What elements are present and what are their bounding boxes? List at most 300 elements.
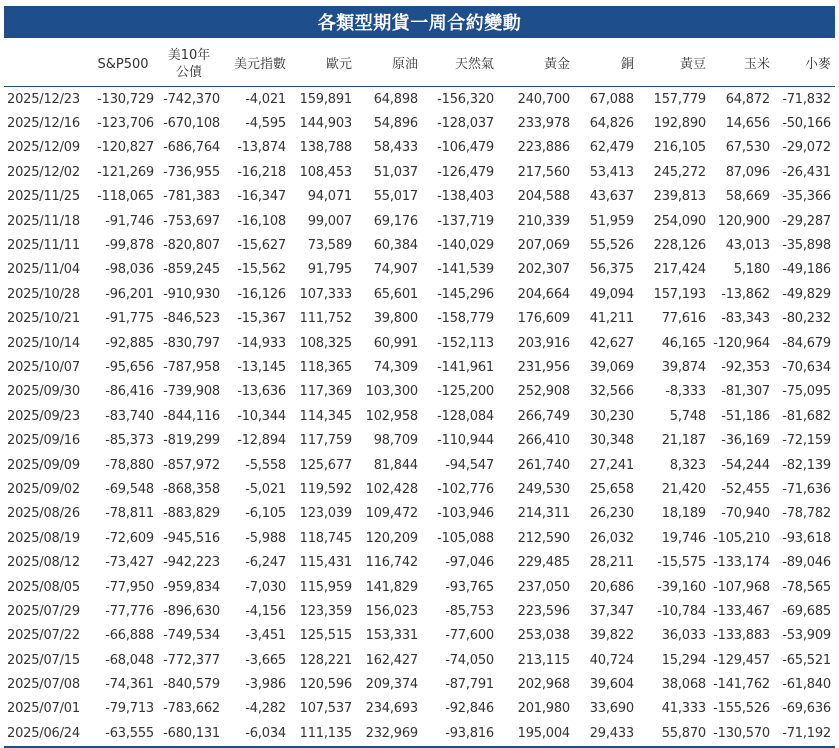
value-cell: 192,890 [653, 116, 706, 132]
value-cell: -781,383 [163, 189, 220, 205]
column-header: S&P500 [92, 42, 158, 87]
value-cell: 212,590 [517, 530, 570, 546]
column-header: 歐元 [290, 42, 356, 87]
value-cell: -10,784 [657, 603, 706, 619]
value-cell: -72,609 [105, 530, 154, 546]
value-cell: -3,665 [245, 652, 286, 668]
value-cell: -87,791 [445, 677, 494, 693]
value-cell: -86,416 [105, 384, 154, 400]
date-cell: 2025/11/11 [7, 238, 80, 254]
value-cell: 46,165 [661, 335, 706, 351]
value-cell: -15,627 [237, 238, 286, 254]
column-header: 銅 [574, 42, 638, 87]
value-cell: 209,374 [365, 677, 418, 693]
value-cell: 118,365 [299, 359, 352, 375]
value-cell: -91,746 [105, 213, 154, 229]
value-cell: 30,348 [589, 433, 634, 449]
value-cell: -5,988 [245, 530, 286, 546]
value-cell: -13,636 [237, 384, 286, 400]
value-cell: -16,108 [237, 213, 286, 229]
value-cell: 14,656 [725, 116, 770, 132]
value-cell: 40,724 [589, 652, 634, 668]
value-cell: 217,424 [653, 262, 706, 278]
value-cell: 223,596 [517, 603, 570, 619]
value-cell: -118,065 [97, 189, 154, 205]
value-cell: 43,637 [589, 189, 634, 205]
value-cell: -5,558 [245, 457, 286, 473]
value-cell: 125,677 [299, 457, 352, 473]
value-cell: 157,779 [653, 91, 706, 107]
value-cell: -152,113 [437, 335, 494, 351]
value-cell: -39,160 [657, 579, 706, 595]
value-cell: 74,907 [373, 262, 418, 278]
value-cell: 115,959 [299, 579, 352, 595]
table-row [4, 721, 835, 746]
value-cell: -105,210 [713, 530, 770, 546]
value-cell: -69,636 [782, 701, 831, 717]
value-cell: -753,697 [163, 213, 220, 229]
date-cell: 2025/06/24 [4, 721, 92, 746]
value-cell: -26,431 [782, 164, 831, 180]
value-cell: 41,333 [661, 701, 706, 717]
value-cell: 266,749 [517, 408, 570, 424]
value-cell: 144,903 [299, 116, 352, 132]
value-cell: 117,369 [299, 384, 352, 400]
table-row [4, 111, 835, 135]
value-cell: 138,788 [299, 140, 352, 156]
value-cell: -61,840 [782, 677, 831, 693]
value-cell: 26,032 [589, 530, 634, 546]
value-cell: 162,427 [365, 652, 418, 668]
value-cell: 32,566 [589, 384, 634, 400]
value-cell: -50,166 [782, 116, 831, 132]
value-cell: -3,451 [245, 628, 286, 644]
value-cell: 36,033 [661, 628, 706, 644]
date-cell: 2025/07/22 [7, 628, 80, 644]
value-cell: -128,084 [437, 408, 494, 424]
value-cell: 29,433 [574, 721, 638, 746]
value-cell: -14,933 [237, 335, 286, 351]
value-cell: -75,095 [782, 384, 831, 400]
value-cell: 60,991 [373, 335, 418, 351]
value-cell: -772,377 [163, 652, 220, 668]
value-cell: 33,690 [589, 701, 634, 717]
value-cell: 123,359 [299, 603, 352, 619]
value-cell: -71,832 [782, 91, 831, 107]
date-cell: 2025/09/02 [7, 481, 80, 497]
value-cell: 21,420 [661, 481, 706, 497]
value-cell: -4,282 [245, 701, 286, 717]
value-cell: -81,682 [782, 408, 831, 424]
date-cell: 2025/10/21 [7, 311, 80, 327]
value-cell: -137,719 [437, 213, 494, 229]
date-cell: 2025/12/23 [7, 91, 80, 107]
value-cell: -66,888 [105, 628, 154, 644]
date-cell: 2025/08/26 [7, 506, 80, 522]
value-cell: 65,601 [373, 286, 418, 302]
value-cell: -670,108 [163, 116, 220, 132]
value-cell: 67,088 [589, 91, 634, 107]
value-cell: -96,201 [105, 286, 154, 302]
value-cell: -942,223 [163, 555, 220, 571]
value-cell: -133,174 [713, 555, 770, 571]
value-cell: -830,797 [163, 335, 220, 351]
value-cell: 123,039 [299, 506, 352, 522]
value-cell: 62,479 [589, 140, 634, 156]
table-row [4, 550, 835, 574]
table-row [4, 648, 835, 672]
value-cell: 91,795 [307, 262, 352, 278]
table-row [4, 477, 835, 501]
value-cell: -29,287 [782, 213, 831, 229]
date-cell: 2025/12/02 [7, 164, 80, 180]
value-cell: 69,176 [373, 213, 418, 229]
value-cell: 203,916 [517, 335, 570, 351]
table-row [4, 599, 835, 623]
value-cell: -820,807 [163, 238, 220, 254]
value-cell: 176,609 [517, 311, 570, 327]
value-cell: -12,894 [237, 433, 286, 449]
value-cell: 115,431 [299, 555, 352, 571]
value-cell: -51,186 [721, 408, 770, 424]
value-cell: 204,588 [517, 189, 570, 205]
value-cell: -141,539 [437, 262, 494, 278]
value-cell: -896,630 [163, 603, 220, 619]
table-row [4, 209, 835, 233]
value-cell: 99,007 [307, 213, 352, 229]
value-cell: 128,221 [299, 652, 352, 668]
value-cell: 102,428 [365, 481, 418, 497]
value-cell: -130,570 [710, 721, 774, 746]
value-cell: 125,515 [299, 628, 352, 644]
value-cell: -4,021 [245, 91, 286, 107]
value-cell: 18,189 [661, 506, 706, 522]
value-cell: 118,745 [299, 530, 352, 546]
value-cell: -82,139 [782, 457, 831, 473]
value-cell: 43,013 [725, 238, 770, 254]
value-cell: 214,311 [517, 506, 570, 522]
value-cell: 201,980 [517, 701, 570, 717]
header-row [4, 42, 835, 87]
value-cell: -783,662 [163, 701, 220, 717]
value-cell: -74,050 [445, 652, 494, 668]
value-cell: 55,017 [373, 189, 418, 205]
value-cell: -158,779 [437, 311, 494, 327]
value-cell: 20,686 [589, 579, 634, 595]
value-cell: -77,600 [445, 628, 494, 644]
date-cell: 2025/11/04 [7, 262, 80, 278]
value-cell: -92,885 [105, 335, 154, 351]
value-cell: 8,323 [669, 457, 706, 473]
value-cell: 202,307 [517, 262, 570, 278]
value-cell: -98,036 [105, 262, 154, 278]
value-cell: -126,479 [437, 164, 494, 180]
value-cell: 39,800 [373, 311, 418, 327]
value-cell: -83,740 [105, 408, 154, 424]
value-cell: -945,516 [163, 530, 220, 546]
value-cell: 228,126 [653, 238, 706, 254]
value-cell: -89,046 [782, 555, 831, 571]
table-row [4, 453, 835, 477]
column-header: 小麥 [774, 42, 835, 87]
value-cell: -84,679 [782, 335, 831, 351]
value-cell: 58,433 [373, 140, 418, 156]
date-cell: 2025/11/25 [7, 189, 80, 205]
value-cell: -71,192 [774, 721, 835, 746]
value-cell: -93,618 [782, 530, 831, 546]
value-cell: -35,898 [782, 238, 831, 254]
value-cell: -787,958 [163, 359, 220, 375]
value-cell: -97,046 [445, 555, 494, 571]
value-cell: 254,090 [653, 213, 706, 229]
value-cell: -77,950 [105, 579, 154, 595]
value-cell: -6,247 [245, 555, 286, 571]
value-cell: 216,105 [653, 140, 706, 156]
value-cell: -140,029 [437, 238, 494, 254]
date-cell: 2025/07/01 [7, 701, 80, 717]
value-cell: 21,187 [661, 433, 706, 449]
value-cell: -4,595 [245, 116, 286, 132]
value-cell: -68,048 [105, 652, 154, 668]
value-cell: -13,862 [721, 286, 770, 302]
value-cell: 26,230 [589, 506, 634, 522]
value-cell: -145,296 [437, 286, 494, 302]
value-cell: 210,339 [517, 213, 570, 229]
value-cell: -93,816 [422, 721, 498, 746]
value-cell: 261,740 [517, 457, 570, 473]
table-row [4, 87, 835, 112]
value-cell: -859,245 [163, 262, 220, 278]
value-cell: -69,548 [105, 481, 154, 497]
table-header [4, 42, 835, 87]
value-cell: 153,331 [365, 628, 418, 644]
value-cell: -736,955 [163, 164, 220, 180]
value-cell: 25,658 [589, 481, 634, 497]
value-cell: 19,746 [661, 530, 706, 546]
value-cell: -92,353 [721, 359, 770, 375]
value-cell: 195,004 [498, 721, 574, 746]
value-cell: -70,634 [782, 359, 831, 375]
value-cell: -99,878 [105, 238, 154, 254]
value-cell: 5,180 [733, 262, 770, 278]
value-cell: -105,088 [437, 530, 494, 546]
value-cell: 98,709 [373, 433, 418, 449]
value-cell: 15,294 [661, 652, 706, 668]
value-cell: 74,309 [373, 359, 418, 375]
value-cell: 55,870 [638, 721, 710, 746]
date-cell: 2025/12/16 [7, 116, 80, 132]
value-cell: 39,822 [589, 628, 634, 644]
table-row [4, 136, 835, 160]
value-cell: -74,361 [105, 677, 154, 693]
value-cell: -78,565 [782, 579, 831, 595]
date-cell: 2025/09/30 [7, 384, 80, 400]
value-cell: 202,968 [517, 677, 570, 693]
value-cell: 239,813 [653, 189, 706, 205]
header-date [4, 42, 92, 87]
value-cell: -16,126 [237, 286, 286, 302]
table-row [4, 355, 835, 379]
value-cell: 159,891 [299, 91, 352, 107]
date-cell: 2025/08/19 [7, 530, 80, 546]
value-cell: 157,193 [653, 286, 706, 302]
value-cell: -686,764 [163, 140, 220, 156]
value-cell: 39,874 [661, 359, 706, 375]
value-cell: -15,562 [237, 262, 286, 278]
value-cell: -15,367 [237, 311, 286, 327]
value-cell: 42,627 [589, 335, 634, 351]
table-row [4, 380, 835, 404]
value-cell: -78,811 [105, 506, 154, 522]
value-cell: -103,946 [437, 506, 494, 522]
value-cell: -78,880 [105, 457, 154, 473]
value-cell: -83,343 [721, 311, 770, 327]
date-cell: 2025/07/08 [7, 677, 80, 693]
value-cell: 73,589 [307, 238, 352, 254]
value-cell: 53,413 [589, 164, 634, 180]
value-cell: -71,636 [782, 481, 831, 497]
value-cell: -846,523 [163, 311, 220, 327]
column-header: 黃金 [498, 42, 574, 87]
value-cell: -49,186 [782, 262, 831, 278]
value-cell: -141,762 [713, 677, 770, 693]
value-cell: 41,211 [589, 311, 634, 327]
value-cell: -910,930 [163, 286, 220, 302]
value-cell: -63,555 [92, 721, 158, 746]
value-cell: -72,159 [782, 433, 831, 449]
value-cell: -70,940 [721, 506, 770, 522]
column-header: 美10年 公債 [158, 42, 224, 87]
value-cell: 94,071 [307, 189, 352, 205]
value-cell: -883,829 [163, 506, 220, 522]
value-cell: 252,908 [517, 384, 570, 400]
value-cell: -6,034 [224, 721, 290, 746]
value-cell: 55,526 [589, 238, 634, 254]
value-cell: -840,579 [163, 677, 220, 693]
value-cell: -129,457 [713, 652, 770, 668]
value-cell: 237,050 [517, 579, 570, 595]
date-cell: 2025/10/28 [7, 286, 80, 302]
value-cell: 5,748 [669, 408, 706, 424]
value-cell: 114,345 [299, 408, 352, 424]
value-cell: -65,521 [782, 652, 831, 668]
value-cell: 102,958 [365, 408, 418, 424]
value-cell: -36,169 [721, 433, 770, 449]
value-cell: 64,872 [725, 91, 770, 107]
futures-table [4, 42, 835, 748]
value-cell: 107,333 [299, 286, 352, 302]
value-cell: -110,944 [437, 433, 494, 449]
value-cell: 234,693 [365, 701, 418, 717]
value-cell: 103,300 [365, 384, 418, 400]
value-cell: 120,596 [299, 677, 352, 693]
value-cell: 156,023 [365, 603, 418, 619]
date-cell: 2025/12/09 [7, 140, 80, 156]
value-cell: -8,333 [665, 384, 706, 400]
table-row [4, 428, 835, 452]
date-cell: 2025/09/16 [7, 433, 80, 449]
table-row [4, 404, 835, 428]
value-cell: -10,344 [237, 408, 286, 424]
date-cell: 2025/08/05 [7, 579, 80, 595]
value-cell: -69,685 [782, 603, 831, 619]
value-cell: 49,094 [589, 286, 634, 302]
value-cell: 232,969 [356, 721, 422, 746]
value-cell: 107,537 [299, 701, 352, 717]
value-cell: -120,827 [97, 140, 154, 156]
value-cell: -107,968 [713, 579, 770, 595]
date-cell: 2025/10/07 [7, 359, 80, 375]
value-cell: -120,964 [713, 335, 770, 351]
value-cell: -52,455 [721, 481, 770, 497]
value-cell: 207,069 [517, 238, 570, 254]
value-cell: -7,030 [245, 579, 286, 595]
value-cell: -739,908 [163, 384, 220, 400]
value-cell: -141,961 [437, 359, 494, 375]
value-cell: -155,526 [713, 701, 770, 717]
value-cell: -959,834 [163, 579, 220, 595]
value-cell: -35,366 [782, 189, 831, 205]
value-cell: 30,230 [589, 408, 634, 424]
value-cell: -80,232 [782, 311, 831, 327]
value-cell: -133,467 [713, 603, 770, 619]
value-cell: 51,959 [589, 213, 634, 229]
value-cell: -93,765 [445, 579, 494, 595]
value-cell: -680,131 [158, 721, 224, 746]
column-header: 黃豆 [638, 42, 710, 87]
value-cell: -868,358 [163, 481, 220, 497]
value-cell: -749,534 [163, 628, 220, 644]
value-cell: -13,874 [237, 140, 286, 156]
value-cell: -3,986 [245, 677, 286, 693]
table-row [4, 624, 835, 648]
value-cell: -6,105 [245, 506, 286, 522]
value-cell: 120,209 [365, 530, 418, 546]
value-cell: -78,782 [782, 506, 831, 522]
value-cell: 266,410 [517, 433, 570, 449]
value-cell: -857,972 [163, 457, 220, 473]
value-cell: 111,135 [290, 721, 356, 746]
value-cell: -5,021 [245, 481, 286, 497]
value-cell: -16,218 [237, 164, 286, 180]
table-row [4, 233, 835, 257]
value-cell: -16,347 [237, 189, 286, 205]
value-cell: -4,156 [245, 603, 286, 619]
value-cell: 111,752 [299, 311, 352, 327]
value-cell: 249,530 [517, 481, 570, 497]
value-cell: -15,575 [657, 555, 706, 571]
value-cell: 67,530 [725, 140, 770, 156]
value-cell: 116,742 [365, 555, 418, 571]
date-cell: 2025/07/29 [7, 603, 80, 619]
table-row [4, 185, 835, 209]
table-row [4, 697, 835, 721]
date-cell: 2025/07/15 [7, 652, 80, 668]
table-title: 各類型期貨一周合約變動 [4, 6, 835, 38]
value-cell: 39,604 [589, 677, 634, 693]
table-row [4, 307, 835, 331]
table-row [4, 502, 835, 526]
table-row [4, 575, 835, 599]
value-cell: -128,037 [437, 116, 494, 132]
value-cell: 109,472 [365, 506, 418, 522]
value-cell: -95,656 [105, 359, 154, 375]
value-cell: -94,547 [445, 457, 494, 473]
value-cell: -91,775 [105, 311, 154, 327]
value-cell: -81,307 [721, 384, 770, 400]
value-cell: -106,479 [437, 140, 494, 156]
column-header: 美元指數 [224, 42, 290, 87]
